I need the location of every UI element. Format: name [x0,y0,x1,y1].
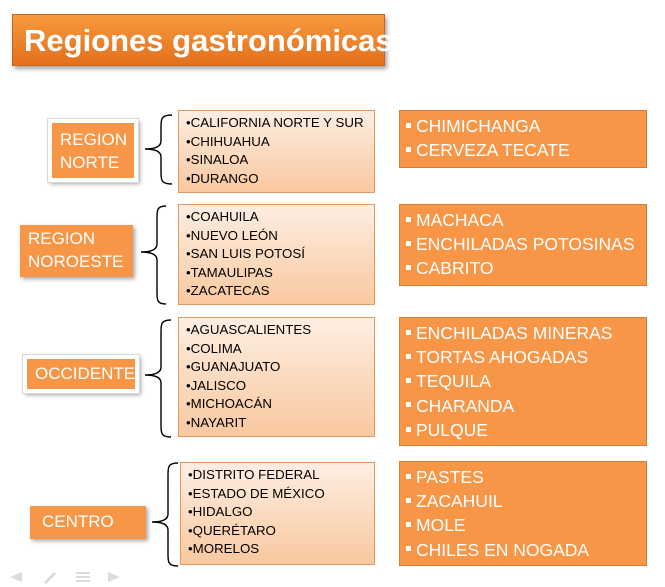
states-list-noroeste [178,204,375,305]
list-item: CHILES EN NOGADA [406,538,640,562]
region-centro-label: CENTRO [30,506,146,539]
prev-icon[interactable] [10,572,22,582]
list-item: CABRITO [406,256,640,280]
list-item: • MICHOACÁN [186,395,370,414]
list-item: • CHIHUAHUA [186,133,370,152]
list-item: MOLE [406,513,640,537]
list-item: • SINALOA [186,151,370,170]
bracket-noroeste [141,206,166,304]
foods-box-centro [399,461,647,566]
list-item: CHIMICHANGA [406,114,640,138]
page-title: Regiones gastronómicas [12,14,385,66]
list-item: • ZACATECAS [186,282,370,301]
list-item: • AGUASCALIENTES [186,321,370,340]
list-item: PULQUE [406,418,640,442]
list-item: • SAN LUIS POTOSÍ [186,245,370,264]
states-list-norte [178,110,375,193]
region-norte-label: REGION NORTE [48,119,138,182]
list-item: • NUEVO LEÓN [186,227,370,246]
list-item: • CALIFORNIA NORTE Y SUR [186,114,370,133]
states-list-occidente [178,317,375,437]
menu-icon[interactable] [76,572,90,582]
list-item: ENCHILADAS POTOSINAS [406,232,640,256]
list-item: • GUANAJUATO [186,358,370,377]
foods-box-noroeste [399,204,647,286]
region-noroeste-label: REGION NOROESTE [20,225,133,277]
list-item: TORTAS AHOGADAS [406,345,640,369]
bracket-norte [145,115,172,184]
list-item: TEQUILA [406,369,640,393]
list-item: • MORELOS [188,540,370,559]
list-item: • TAMAULIPAS [186,264,370,283]
next-icon[interactable] [108,572,120,582]
bracket-centro [152,463,178,566]
list-item: • NAYARIT [186,414,370,433]
region-occidente-label: OCCIDENTE [23,355,139,393]
list-item: • ESTADO DE MÉXICO [188,485,370,504]
bracket-occidente [145,320,171,437]
list-item: • COAHUILA [186,208,370,227]
list-item: • QUERÉTARO [188,522,370,541]
list-item: MACHACA [406,208,640,232]
slideshow-nav[interactable] [8,568,128,584]
pen-icon[interactable] [44,572,56,584]
foods-box-occidente [399,317,647,446]
foods-box-norte [399,110,647,168]
list-item: CERVEZA TECATE [406,138,640,162]
list-item: • DURANGO [186,170,370,189]
list-item: • HIDALGO [188,503,370,522]
states-list-centro [180,462,375,565]
list-item: ENCHILADAS MINERAS [406,321,640,345]
list-item: • JALISCO [186,377,370,396]
list-item: • COLIMA [186,340,370,359]
list-item: ZACAHUIL [406,489,640,513]
list-item: PASTES [406,465,640,489]
list-item: • DISTRITO FEDERAL [188,466,370,485]
list-item: CHARANDA [406,394,640,418]
